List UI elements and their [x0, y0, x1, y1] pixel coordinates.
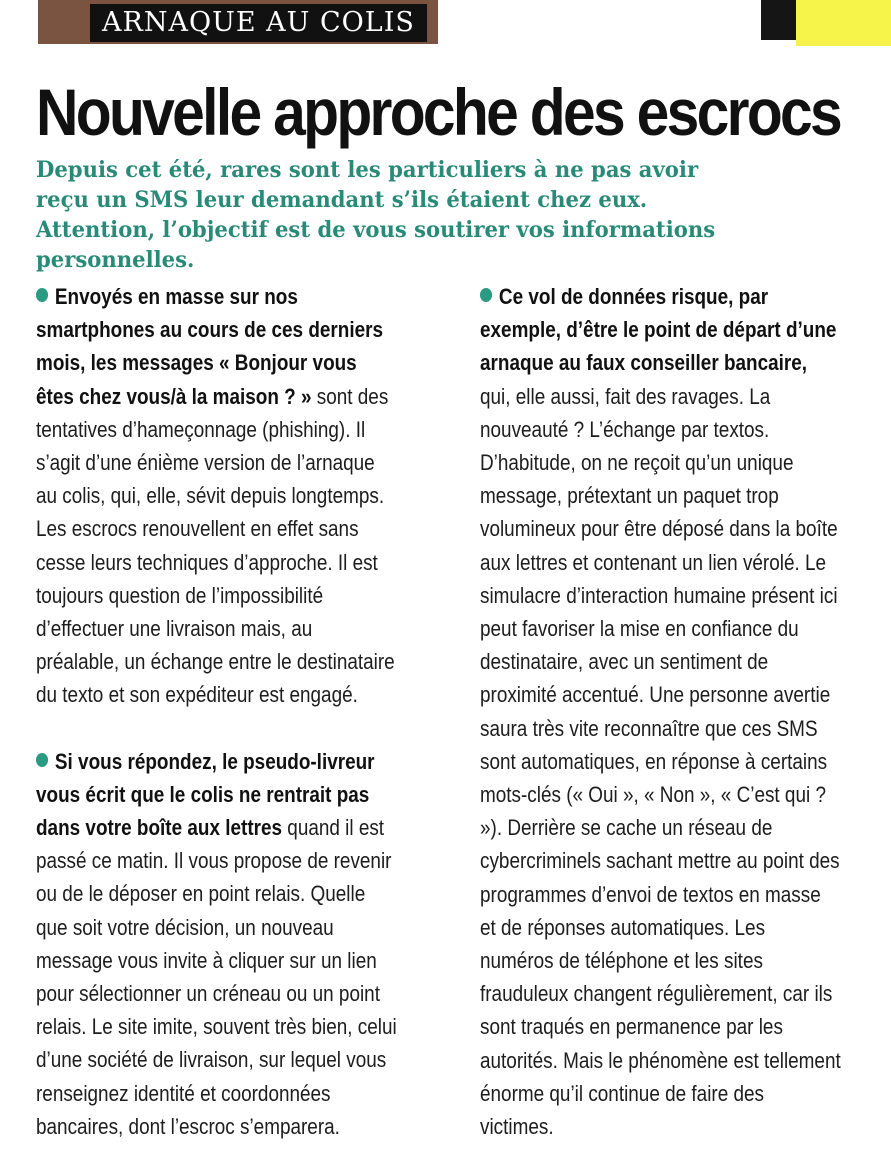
- paragraph-lead: Envoyés en masse sur nos smartphones au cours de ces derniers mois, les messages « Bonjour vous êtes chez vous/à la maison ? »: [36, 284, 384, 409]
- corner-yellow-block: [796, 0, 891, 46]
- paragraph: [480, 280, 841, 1143]
- paragraph-lead: Ce vol de données risque, par exemple, d’être le point de départ d’une arnaque au faux conseiller bancaire,: [480, 284, 837, 376]
- paragraph: [36, 280, 397, 712]
- article-headline: Nouvelle approche des escrocs: [36, 75, 841, 149]
- paragraph-body: sont des tentatives d’hameçonnage (phishing). Il s’agit d’une énième version de l’arnaque au colis, qui, elle, sévit depuis longtemps. Les escrocs renouvellent en effet sans cesse leurs techniques d’approche. Il est toujours question de l’impossibilité d’effectuer une livraison mais, au préalable, un échange entre le destinataire du texto et son expéditeur est engagé.: [36, 383, 395, 708]
- paragraph-lead: Si vous répondez, le pseudo-livreur vous écrit que le colis ne rentrait pas dans votre boîte aux lettres: [36, 748, 375, 841]
- corner-decoration: [761, 0, 891, 46]
- bullet-dot-icon: [480, 288, 492, 302]
- paragraph: [36, 745, 397, 1143]
- column-left: [36, 280, 456, 1143]
- column-right: [480, 280, 891, 1143]
- paragraph-body: quand il est passé ce matin. Il vous propose de revenir ou de le déposer en point relais. Quelle que soit votre décision, un nouveau message vous invite à cliquer sur un lien pour sélectionner un créneau ou un point relais. Le site imite, souvent très bien, celui d’une société de livraison, sur lequel vous renseignez identité et coordonnées bancaires, dont l’escroc s’emparera.: [36, 815, 397, 1139]
- bullet-dot-icon: [36, 288, 48, 302]
- corner-black-block: [761, 0, 799, 40]
- bullet-dot-icon: [36, 753, 48, 767]
- article-intro: Depuis cet été, rares sont les particuliers à ne pas avoir reçu un SMS leur demandant s’ils étaient chez eux. Attention, l’objectif est de vous soutirer vos informations personnelles.: [36, 157, 716, 273]
- paragraph-body: qui, elle aussi, fait des ravages. La nouveauté ? L’échange par textos. D’habitude, on ne reçoit qu’un unique message, prétextant un paquet trop volumineux pour être déposé dans la boîte aux lettres et contenant un lien vérolé. Le simulacre d’interaction humaine présent ici peut favoriser la mise en confiance du destinataire, avec un sentiment de proximité accentué. Une personne avertie saura très vite reconnaître que ces SMS sont automatiques, en réponse à certains mots-clés (« Oui », « Non », « C’est qui ? »). Derrière se cache un réseau de cybercriminels sachant mettre au point des programmes d’envoi de textos en masse et de réponses automatiques. Les numéros de téléphone et les sites frauduleux changent régulièrement, car ils sont traqués en permanence par les autorités. Mais le phénomène est tellement énorme qu’il continue de faire des victimes.: [480, 383, 841, 1140]
- rubric-label: ARNAQUE AU COLIS: [90, 4, 427, 42]
